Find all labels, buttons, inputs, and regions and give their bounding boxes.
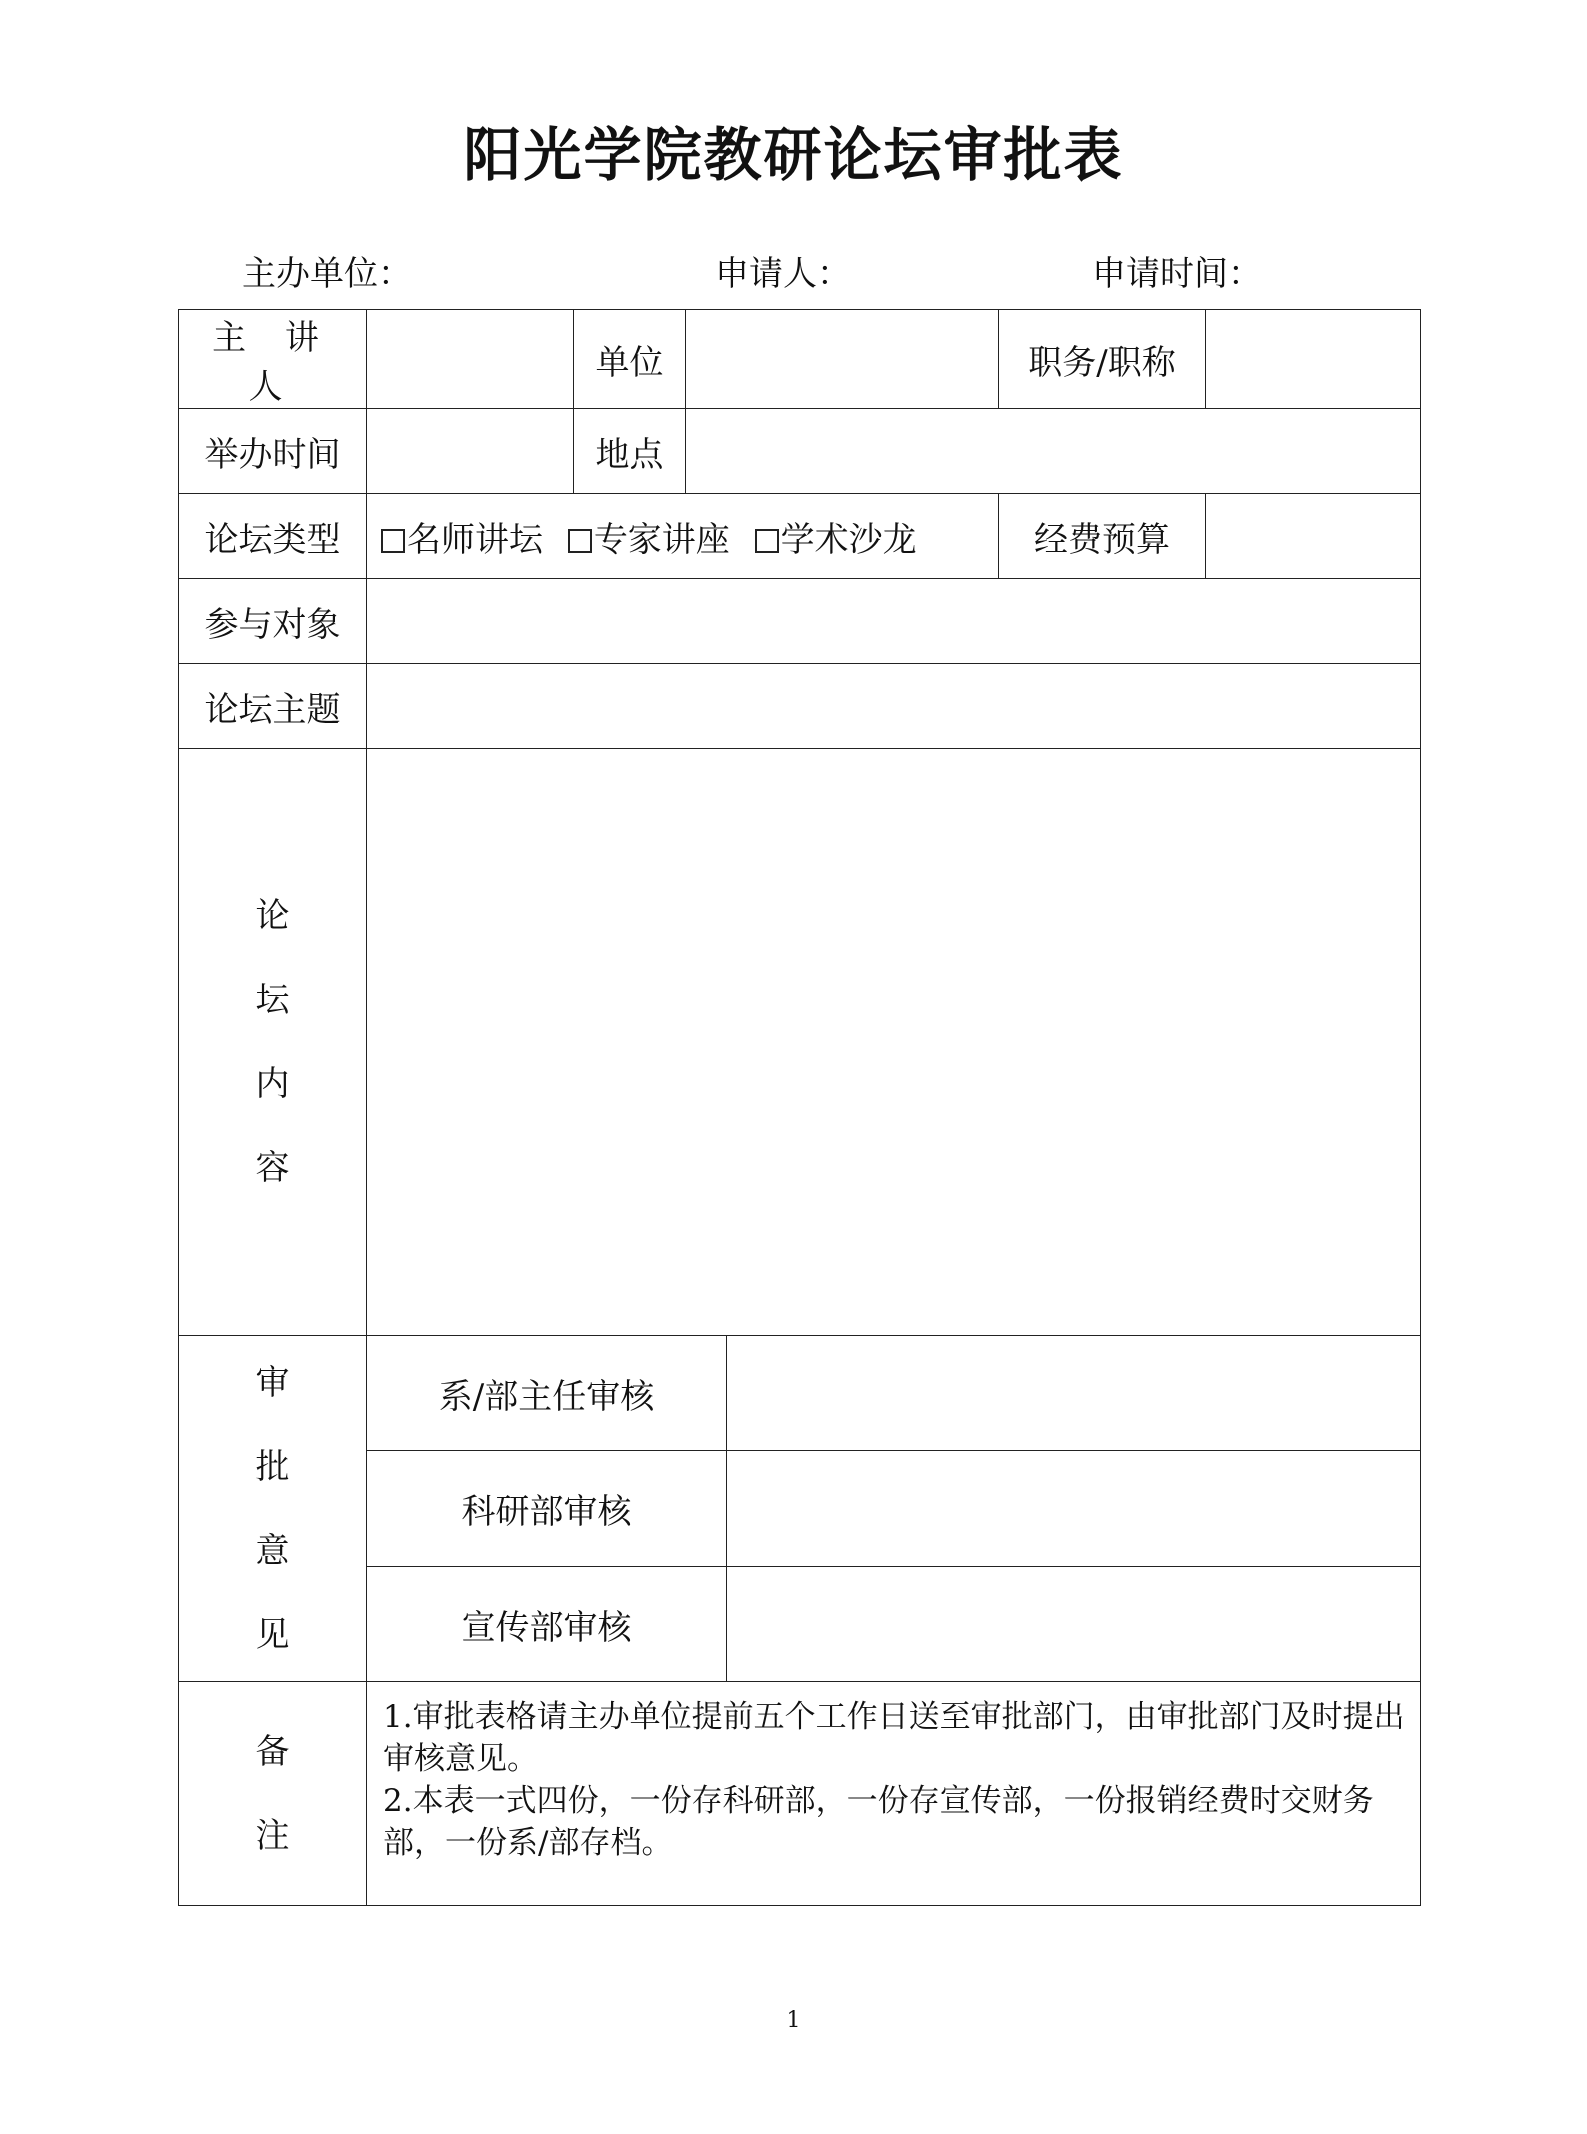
audience-label: 参与对象 (179, 579, 367, 664)
remarks-label: 备 注 (179, 1682, 367, 1906)
position-field[interactable] (1206, 310, 1421, 409)
publicity-review-field[interactable] (727, 1567, 1421, 1682)
type-option-masters[interactable]: 名师讲坛 (381, 520, 543, 560)
audience-field[interactable] (367, 579, 1421, 664)
checkbox-icon[interactable] (568, 529, 592, 553)
speaker-label: 主 讲 人 (179, 310, 367, 409)
type-label: 论坛类型 (179, 494, 367, 579)
type-option-salon[interactable]: 学术沙龙 (755, 520, 917, 560)
theme-field[interactable] (367, 664, 1421, 749)
form-title: 阳光学院教研论坛审批表 (463, 121, 1124, 189)
content-field[interactable] (367, 749, 1421, 1336)
remarks-content (367, 1682, 1421, 1906)
dept-head-review-label: 系/部主任审核 (367, 1336, 727, 1451)
dept-head-review-field[interactable] (727, 1336, 1421, 1451)
research-review-field[interactable] (727, 1451, 1421, 1567)
checkbox-icon[interactable] (381, 529, 405, 553)
application-date-label: 申请时间： (1092, 254, 1262, 294)
remark-item: 2.本表一式四份，一份存科研部，一份存宣传部，一份报销经费时交财务部，一份系/部存档。 (383, 1783, 1374, 1861)
unit-field[interactable] (686, 310, 999, 409)
location-field[interactable] (686, 409, 1421, 494)
content-label: 论 坛 内 容 (179, 749, 367, 1336)
checkbox-icon[interactable] (755, 529, 779, 553)
remark-item: 1.审批表格请主办单位提前五个工作日送至审批部门，由审批部门及时提出审核意见。 (383, 1699, 1405, 1777)
type-option-expert-lecture[interactable]: 专家讲座 (568, 520, 730, 560)
host-unit-label: 主办单位： (242, 254, 412, 294)
speaker-field[interactable] (367, 310, 574, 409)
budget-field[interactable] (1206, 494, 1421, 579)
position-label: 职务/职称 (999, 310, 1206, 409)
applicant-label: 申请人： (715, 254, 851, 294)
page-number: 1 (786, 2008, 801, 2033)
publicity-review-label: 宣传部审核 (367, 1567, 727, 1682)
approval-form-table (178, 309, 1421, 1906)
location-label: 地点 (574, 409, 686, 494)
research-review-label: 科研部审核 (367, 1451, 727, 1567)
unit-label: 单位 (574, 310, 686, 409)
theme-label: 论坛主题 (179, 664, 367, 749)
time-label: 举办时间 (179, 409, 367, 494)
forum-type-options (367, 494, 999, 579)
budget-label: 经费预算 (999, 494, 1206, 579)
time-field[interactable] (367, 409, 574, 494)
approval-label: 审 批 意 见 (179, 1336, 367, 1682)
